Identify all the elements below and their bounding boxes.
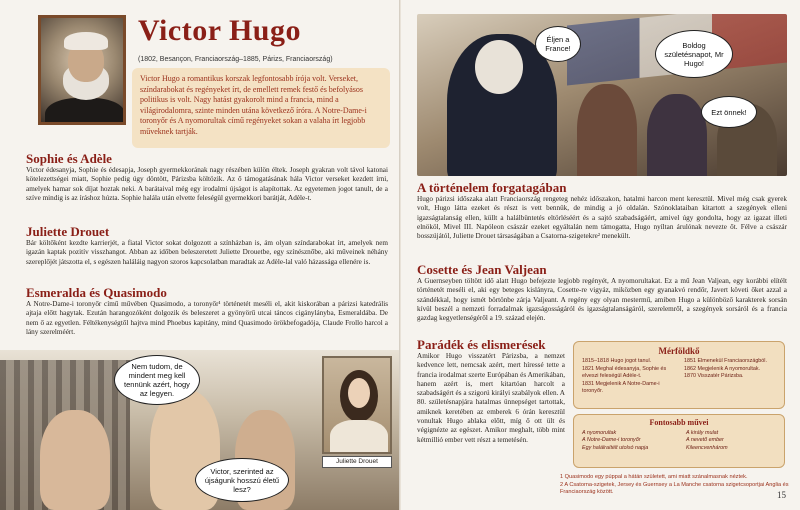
juliette-drouet-caption: Juliette Drouet <box>322 456 392 468</box>
major-works-box <box>573 414 785 468</box>
juliette-drouet-portrait <box>322 356 392 454</box>
major-works-title: Fontosabb művei <box>649 418 709 427</box>
milestone-item: 1870 Visszatér Párizsba. <box>684 373 744 380</box>
section-text-esmeralda: A Notre-Dame-i toronyőr című művében Quasimodo, a toronyőr¹ történetét meséli el, akit kiskorában a párizsi katedrális ajtaja előtt hagytak. Ezután harangozóként dolgozik és beleszeret a gyönyörű utcai táncos cigánylányba, Esmeraldába. De nem ő az egyetlen. Féltékenységtől hajtva mind Phoebus kapitány, mind Quasimodo örökbefogadója, Claude Frollo harcol a lány szerelméért. <box>26 300 388 336</box>
milestone-item: 1831 Megjelenik A Notre-Dame-i toronyőr. <box>582 380 660 395</box>
section-title-sophie: Sophie és Adèle <box>26 151 112 166</box>
section-title-esmeralda: Esmeralda és Quasimodo <box>26 285 167 300</box>
section-text-juliette: Bár költőként kezdte karrierjét, a fiatal Victor sokat dolgozott a színházban is, ám olyan színdarabokat írt, amelyek nem igazán kaptak pozitív visszhangot. Abban az időben beleszeretett Juliette Drouetbe, egy színésznőbe, aki műveinek néhány szereplőjét játszotta el, s egészen haláláig nagyon szoros kapcsolatban maradtak az Adèle-lal való házassága ellenére is. <box>26 239 388 266</box>
speech-bubble-vive: Éljen a France! <box>535 26 581 62</box>
milestone-item: 1862 Megjelenik A nyomorultak. <box>684 365 761 372</box>
page-number: 15 <box>777 490 786 500</box>
victor-hugo-portrait <box>38 15 126 125</box>
section-title-juliette: Juliette Drouet <box>26 224 110 239</box>
speech-bubble-birthday: Boldog születésnapot, Mr Hugo! <box>655 30 733 78</box>
speech-bubble-2: Victor, szerinted az újságunk hosszú életű lesz? <box>195 458 289 502</box>
section-title-parades: Parádék és elismerések <box>417 337 546 352</box>
work-item: Kileencvenhárom <box>686 444 728 451</box>
works-column-2 <box>686 430 782 452</box>
page-title: Victor Hugo <box>138 14 301 47</box>
section-text-sophie: Victor édesanyja, Sophie és édesapja, Joseph gyermekkorának nagy részében külön éltek. Joseph gyakran volt távol katonai kötelezettségei miatt, Sophie pedig úgy döntött, Párizsba költözik. Az ő támogatásának hála Victor verseket kezdett írni, amelyek hamar sok díjat hoztak neki. A barátaival még egy irodalmi újságot is alapítottak. Az egyetemen jogot tanult, de a szíve mindig is az íráshoz húzta. Sophie halála után elvette feleségül gyermekkori barátját, Adèle-t. <box>26 166 388 202</box>
work-item: A király mulat <box>686 430 719 436</box>
milestones-box <box>573 341 785 409</box>
section-text-history: Hugo párizsi időszaka alatt Franciaország rengeteg nehéz időszakon, hatalmi harcon ment keresztül. Mivel még csak gyerek volt, Hugo látta ezeket és részt is vett bennük, de mindig a jó oldalán. Szónoklataiban kitartott a szegények elleni igazságtalanság ellen, küllt a halálbüntetés eltörléséért és a sajtó szabadságáért, amivel úgy gondolta, hogy az igazat illeti elnököl, Mivel III. Napóleon császár ezeket egyáltalán nem támogatta, Hugo nyíltan árulónak nevezte őt. Félve a császár bosszújától, Juliette Drouet társaságában a Csatorna-szigetekre² menekült. <box>417 195 787 241</box>
section-text-parades: Amikor Hugo visszatért Párizsba, a nemzet kedvence lett, nemcsak azért, mert híressé tette a francia irodalmat szerte Európában és Amerikában, hanem azért is, mert kitartóan harcolt a szabadságért és a szigorú királyi szabályok ellen. A 80. születésnapjára hatalmas ünnepséget tartottak, amiknek keretében az emberek 6 órán keresztül vonultak Hugo ablaka előtt, míg ő ott ült és végignézte az egészet. Amikor meghalt, több mint kétmillió ember vett részt a temetésén. <box>417 352 565 444</box>
section-title-history: A történelem forgatagában <box>417 180 567 195</box>
footnote-2: 2 A Csatorna-szigetek, Jersey és Guernsey a La Manche csatorna szigetcsoportjai Anglia és Franciaország között. <box>560 482 789 496</box>
milestones-column-1 <box>582 358 682 396</box>
milestone-item: 1821 Meghal édesanyja, Sophie és elveszi feleségül Adèle-t. <box>582 365 667 380</box>
milestone-item: 1815–1818 Hugo jogot tanul. <box>582 358 652 364</box>
work-item: A nevető ember <box>686 437 724 444</box>
speech-bubble-1: Nem tudom, de mindent meg kell tennünk azért, hogy az legyen. <box>114 355 200 405</box>
work-item: A nyomorultak <box>582 430 617 436</box>
birthday-parade-illustration <box>417 14 787 176</box>
milestones-column-2 <box>684 358 782 381</box>
section-title-cosette: Cosette és Jean Valjean <box>417 262 547 277</box>
speech-bubble-gift: Ezt önnek! <box>701 96 757 128</box>
intro-box: Victor Hugo a romantikus korszak legfontosabb írója volt. Verseket, színdarabokat és regényeket írt, de emellett remek festő és befolyásos politikus is volt. Nagy hatást gyakorolt mind a francia, mind a világirodalomra, szinte minden utána következő íróra. A Notre-Dame-i toronyőr és A nyomorultak című regényeket sokan a valaha írt legjobb műveknek tartják. <box>132 68 390 148</box>
section-text-cosette: A Guernseyben töltött idő alatt Hugo befejezte legjobb regényét, A nyomorultakat. Ez a mű Jean Valjean, egy korábbi elítélt történetét meséli el, aki egy beteges kislányra, Cosette-re vigyáz, miközben egy gyanakvó rendőr, Javert követi őket azzal a szándékkal, hogy ismét börtönbe zárja Valjeant. A regény egy olyan mestermű, amiben Hugo a különböző karakterek sorsán kívül beszél a nemzeti forradalmak igazságosságáról és igazságtalanságáról, szerelemről, a szegények sorsáról és a francia gazdag kegyetlenségéről a 19. század elején. <box>417 277 787 323</box>
milestones-title: Mérföldkő <box>658 346 700 356</box>
page-subtitle: (1802, Besançon, Franciaország–1885, Párizs, Franciaország) <box>138 56 333 63</box>
milestone-item: 1851 Elmenekül Franciaországból. <box>684 358 768 364</box>
work-item: Egy halálraítélt utolsó napja <box>582 444 649 451</box>
work-item: A Notre-Dame-i toronyőr <box>582 437 641 444</box>
footnote-1: 1 Quasimodo egy púppal a hátán született, ami miatt szánalmasnak néztek. <box>560 474 748 480</box>
works-column-1 <box>582 430 682 452</box>
